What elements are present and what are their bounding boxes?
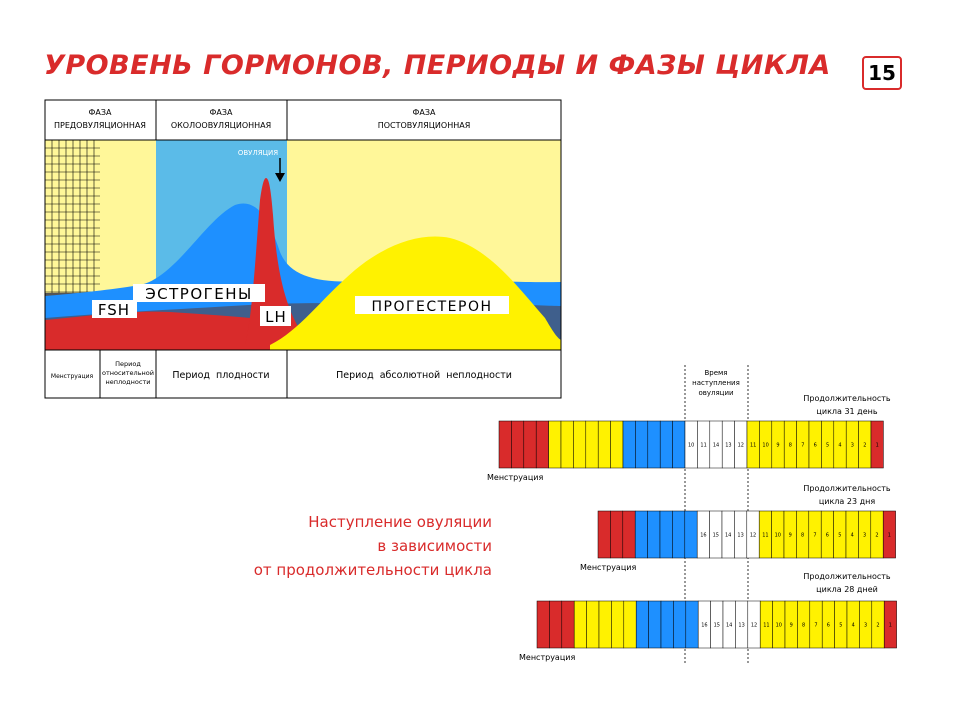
- cycle-day-cell: [536, 421, 548, 468]
- cycle-1-length-line1: Продолжительность: [803, 394, 891, 403]
- cycle-day-cell: [635, 421, 647, 468]
- cycle-strip-23: [598, 511, 896, 558]
- cycle-day-number: 6: [826, 622, 830, 629]
- cycle-day-number: 10: [775, 622, 782, 629]
- cycle-day-number: 4: [838, 442, 842, 449]
- cycle-day-number: 4: [850, 532, 854, 539]
- cycle-day-number: 3: [864, 622, 868, 629]
- cycle-day-number: 11: [762, 532, 769, 539]
- cycle-day-cell: [636, 601, 648, 648]
- cycle-day-cell: [623, 511, 635, 558]
- cycle-day-number: 15: [713, 622, 720, 629]
- period-relative-3: неплодности: [105, 378, 151, 386]
- cycle-1-menstruation-label: Менструация: [487, 473, 544, 482]
- phase-3-line1: ФАЗА: [412, 108, 436, 117]
- cycle-day-number: 9: [788, 532, 792, 539]
- cycle-day-cell: [610, 511, 622, 558]
- cycle-day-cell: [561, 421, 573, 468]
- cycle-day-cell: [511, 421, 523, 468]
- caption-line-1: Наступление овуляции: [308, 513, 492, 531]
- ovulation-time-line1: Время: [704, 369, 728, 377]
- cycle-2-length-line1: Продолжительность: [803, 484, 891, 493]
- page-number-badge: 15: [862, 56, 902, 90]
- cycle-day-cell: [648, 511, 660, 558]
- cycle-day-cell: [686, 601, 698, 648]
- period-fertile: Период плодности: [172, 370, 270, 381]
- cycle-3-menstruation-label: Менструация: [519, 653, 576, 662]
- cycle-2-length-line2: цикла 23 дня: [818, 497, 876, 506]
- period-infertile: Период абсолютной неплодности: [336, 370, 512, 381]
- cycle-day-cell: [562, 601, 574, 648]
- cycle-day-cell: [598, 511, 610, 558]
- cycle-day-number: 2: [863, 442, 867, 449]
- cycle-day-number: 3: [863, 532, 867, 539]
- caption-line-2: в зависимости: [377, 537, 492, 555]
- cycle-day-number: 1: [887, 532, 891, 539]
- cycle-1-length-line2: цикла 31 день: [816, 407, 878, 416]
- cycle-day-cell: [623, 421, 635, 468]
- cycle-day-number: 10: [774, 532, 781, 539]
- cycle-day-number: 1: [875, 442, 879, 449]
- cycle-day-cell: [649, 601, 661, 648]
- cycle-day-number: 3: [850, 442, 854, 449]
- cycle-day-cell: [611, 601, 623, 648]
- cycle-day-number: 16: [700, 532, 707, 539]
- lh-label: LH: [265, 308, 287, 326]
- cycle-day-number: 7: [801, 442, 805, 449]
- cycle-day-number: 6: [813, 442, 817, 449]
- cycle-day-number: 8: [788, 442, 792, 449]
- cycle-day-cell: [524, 421, 536, 468]
- cycle-day-number: 13: [737, 532, 744, 539]
- cycle-day-cell: [599, 601, 611, 648]
- hormone-chart: [45, 100, 561, 398]
- menstruation-grid: [45, 140, 100, 300]
- cycle-day-number: 11: [700, 442, 707, 449]
- cycle-day-number: 9: [789, 622, 793, 629]
- cycle-day-number: 10: [762, 442, 769, 449]
- phase-2-line1: ФАЗА: [209, 108, 233, 117]
- estrogen-label: ЭСТРОГЕНЫ: [145, 285, 253, 303]
- cycle-day-cell: [499, 421, 511, 468]
- cycle-day-cell: [574, 601, 586, 648]
- cycle-day-number: 5: [839, 622, 843, 629]
- cycle-day-number: 14: [712, 442, 720, 449]
- phase-2-line2: ОКОЛООВУЛЯЦИОННАЯ: [170, 121, 272, 130]
- cycle-day-number: 14: [726, 622, 733, 629]
- cycle-day-cell: [587, 601, 599, 648]
- cycle-day-cell: [661, 601, 673, 648]
- cycle-day-number: 7: [813, 532, 817, 539]
- cycle-day-cell: [685, 511, 697, 558]
- cycle-day-number: 12: [737, 442, 744, 449]
- phase-3-line2: ПОСТОВУЛЯЦИОННАЯ: [377, 121, 471, 130]
- fsh-label: FSH: [97, 301, 131, 319]
- cycle-day-number: 5: [826, 442, 830, 449]
- cycle-day-cell: [660, 421, 672, 468]
- cycle-day-number: 8: [801, 532, 805, 539]
- cycle-day-number: 16: [701, 622, 708, 629]
- cycle-day-number: 13: [738, 622, 745, 629]
- progesterone-label: ПРОГЕСТЕРОН: [371, 299, 493, 315]
- cycle-day-number: 9: [776, 442, 780, 449]
- ovulation-label: ОВУЛЯЦИЯ: [237, 149, 279, 157]
- cycle-day-cell: [624, 601, 636, 648]
- cycle-day-number: 5: [838, 532, 842, 539]
- cycle-day-number: 4: [851, 622, 855, 629]
- cycle-strip-31: [499, 421, 883, 468]
- cycle-day-cell: [648, 421, 660, 468]
- cycle-day-cell: [672, 511, 684, 558]
- cycle-day-cell: [635, 511, 647, 558]
- cycle-day-number: 12: [750, 622, 758, 629]
- cycle-day-number: 2: [875, 532, 879, 539]
- cycle-day-number: 15: [712, 532, 719, 539]
- cycle-day-number: 2: [876, 622, 880, 629]
- ovulation-time-line2: наступления: [692, 379, 740, 387]
- cycle-day-number: 13: [725, 442, 732, 449]
- cycle-day-number: 6: [825, 532, 829, 539]
- cycle-day-number: 11: [750, 442, 757, 449]
- cycle-day-cell: [549, 601, 561, 648]
- phase-1-line1: ФАЗА: [88, 108, 112, 117]
- cycle-day-cell: [673, 421, 685, 468]
- cycle-day-number: 14: [725, 532, 732, 539]
- cycle-day-cell: [673, 601, 685, 648]
- cycle-day-number: 12: [749, 532, 757, 539]
- cycle-day-cell: [660, 511, 672, 558]
- cycle-2-menstruation-label: Менструация: [580, 563, 637, 572]
- cycle-day-cell: [573, 421, 585, 468]
- caption: [160, 510, 492, 582]
- cycle-day-cell: [586, 421, 598, 468]
- phase-1-line2: ПРЕДОВУЛЯЦИОННАЯ: [54, 121, 146, 130]
- cycle-day-cell: [549, 421, 561, 468]
- cycle-strip-28: [537, 601, 897, 648]
- period-relative-2: относительной: [101, 369, 155, 377]
- period-relative-1: Период: [115, 360, 141, 368]
- period-menstruation: Менструация: [50, 373, 94, 380]
- cycle-day-number: 7: [814, 622, 818, 629]
- cycle-3-length-line1: Продолжительность: [803, 572, 891, 581]
- cycle-day-cell: [598, 421, 610, 468]
- cycle-day-cell: [611, 421, 623, 468]
- cycle-day-cell: [537, 601, 549, 648]
- caption-line-3: от продолжительности цикла: [253, 561, 492, 579]
- cycle-day-number: 10: [688, 442, 695, 449]
- cycle-day-number: 11: [763, 622, 770, 629]
- ovulation-time-line3: овуляции: [698, 389, 734, 397]
- cycle-3-length-line2: цикла 28 дней: [816, 585, 878, 594]
- cycle-day-number: 8: [802, 622, 806, 629]
- page-title: УРОВЕНЬ ГОРМОНОВ, ПЕРИОДЫ И ФАЗЫ ЦИКЛА: [44, 50, 831, 81]
- cycle-day-number: 1: [888, 622, 892, 629]
- fsh-curve: [45, 312, 275, 350]
